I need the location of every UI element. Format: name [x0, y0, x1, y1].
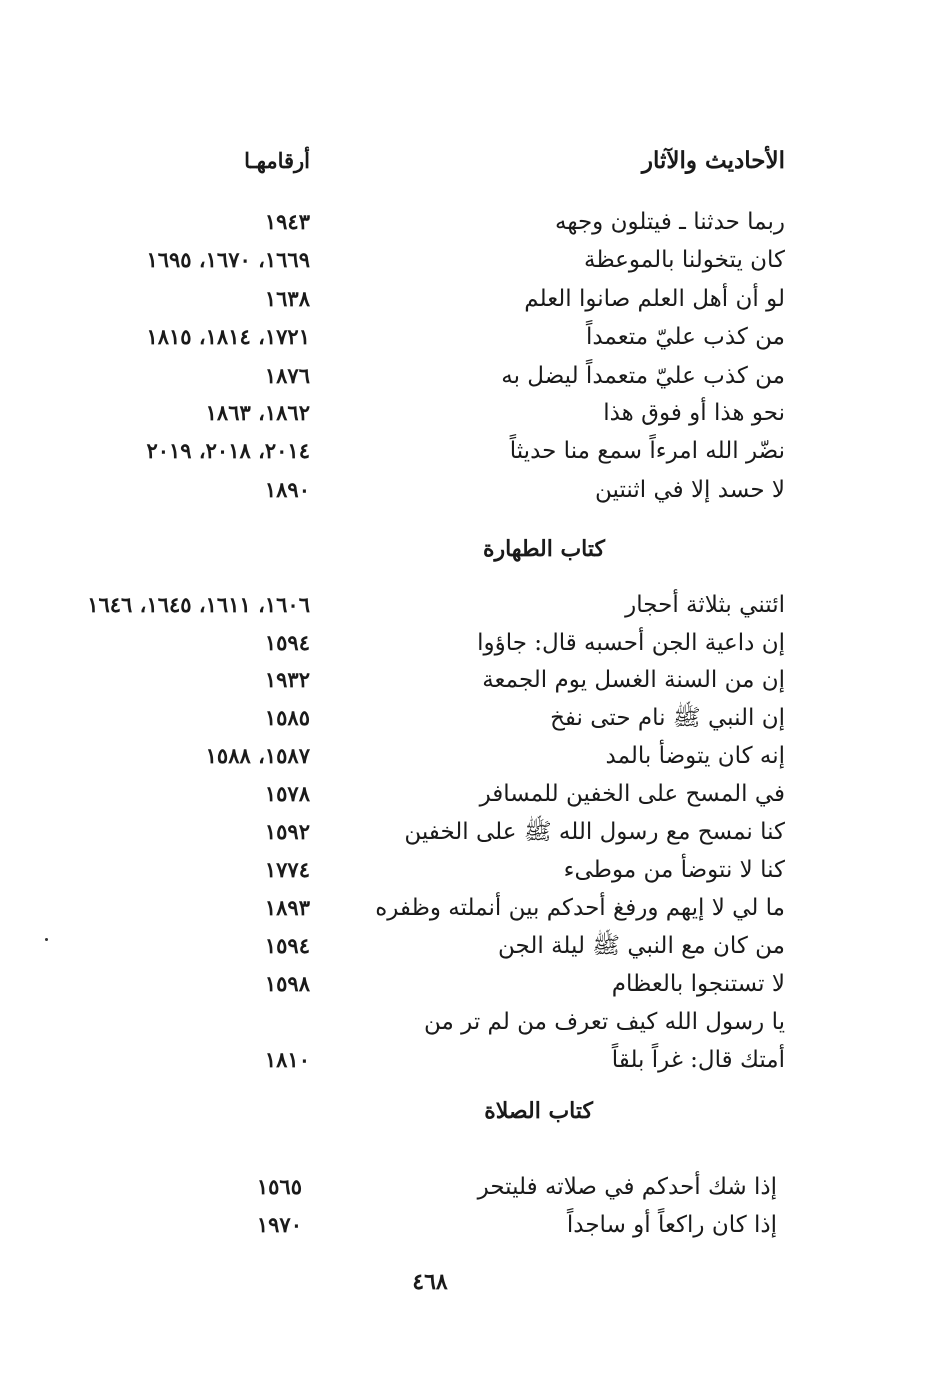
entry-text: من كذب عليّ متعمداً — [585, 324, 785, 350]
entry-numbers: ١٩٣٢ — [264, 667, 310, 692]
entry-numbers: ١٥٦٥ — [256, 1174, 302, 1199]
entry-text: لا تستنجوا بالعظام — [611, 971, 785, 997]
entry-numbers: ١٨٩٠ — [264, 477, 310, 502]
entry-numbers: ١٥٨٧، ١٥٨٨ — [205, 743, 310, 768]
entry-numbers: ١٥٨٥ — [264, 705, 310, 730]
entry-text: أمتك قال: غراً بلقاً — [611, 1047, 785, 1073]
entry-text: إذا كان راكعاً أو ساجداً — [566, 1212, 777, 1238]
entry-numbers: ١٨٦٢، ١٨٦٣ — [205, 400, 310, 425]
entry-text: إن النبي ﷺ نام حتى نفخ — [550, 705, 785, 731]
column-header-numbers: أرقامهـا — [244, 148, 310, 173]
entry-text: ربما حدثنا ـ فيتلون وجهه — [555, 209, 785, 235]
entry-text: إذا شك أحدكم في صلاته فليتحر — [477, 1174, 777, 1200]
entry-text: في المسح على الخفين للمسافر — [479, 781, 785, 807]
entry-text: من كان مع النبي ﷺ ليلة الجن — [498, 933, 785, 959]
column-header-hadiths: الأحاديث والآثار — [641, 147, 785, 174]
entry-text: نحو هذا أو فوق هذا — [603, 400, 785, 426]
entry-numbers: ١٧٢١، ١٨١٤، ١٨١٥ — [146, 324, 310, 349]
entry-numbers: ١٥٩٨ — [264, 971, 310, 996]
entry-numbers: ١٥٩٢ — [264, 819, 310, 844]
entry-numbers: ١٥٧٨ — [264, 781, 310, 806]
entry-numbers: ١٩٤٣ — [264, 209, 310, 234]
stray-mark — [45, 938, 48, 941]
entry-text: ما لي لا إيهم ورفغ أحدكم بين أنملته وظفره — [375, 895, 785, 921]
entry-numbers: ١٨٧٦ — [264, 363, 310, 388]
entry-text: كنا نمسح مع رسول الله ﷺ على الخفين — [404, 819, 785, 845]
entry-numbers: ١٥٩٤ — [264, 630, 310, 655]
entry-text: إنه كان يتوضأ بالمد — [605, 743, 785, 769]
section-heading-tahara: كتاب الطهارة — [482, 536, 605, 562]
entry-numbers: ١٦٦٩، ١٦٧٠، ١٦٩٥ — [146, 247, 310, 272]
entry-text: إن من السنة الغسل يوم الجمعة — [482, 667, 785, 693]
entry-numbers: ١٥٩٤ — [264, 933, 310, 958]
page-number: ٤٦٨ — [412, 1269, 448, 1295]
entry-text: كنا لا نتوضأ من موطىء — [563, 857, 785, 883]
entry-numbers: ١٨١٠ — [264, 1047, 310, 1072]
entry-text: من كذب عليّ متعمداً ليضل به — [501, 363, 785, 389]
entry-text: يا رسول الله كيف تعرف من لم تر من — [423, 1009, 785, 1035]
entry-text: كان يتخولنا بالموعظة — [583, 247, 785, 273]
entry-numbers: ٢٠١٤، ٢٠١٨، ٢٠١٩ — [146, 438, 310, 463]
entry-numbers: ١٨٩٣ — [264, 895, 310, 920]
entry-numbers: ١٦٣٨ — [264, 286, 310, 311]
entry-numbers: ١٦٠٦، ١٦١١، ١٦٤٥، ١٦٤٦ — [87, 592, 310, 617]
entry-numbers: ١٩٧٠ — [256, 1212, 302, 1237]
entry-text: لو أن أهل العلم صانوا العلم — [524, 286, 785, 312]
entry-numbers: ١٧٧٤ — [264, 857, 310, 882]
entry-text: ائتني بثلاثة أحجار — [625, 592, 785, 618]
entry-text: نضّر الله امرءاً سمع منا حديثاً — [509, 438, 785, 464]
entry-text: إن داعية الجن أحسبه قال: جاؤوا — [477, 630, 785, 656]
section-heading-salat: كتاب الصلاة — [484, 1098, 593, 1124]
entry-text: لا حسد إلا في اثنتين — [595, 477, 785, 503]
